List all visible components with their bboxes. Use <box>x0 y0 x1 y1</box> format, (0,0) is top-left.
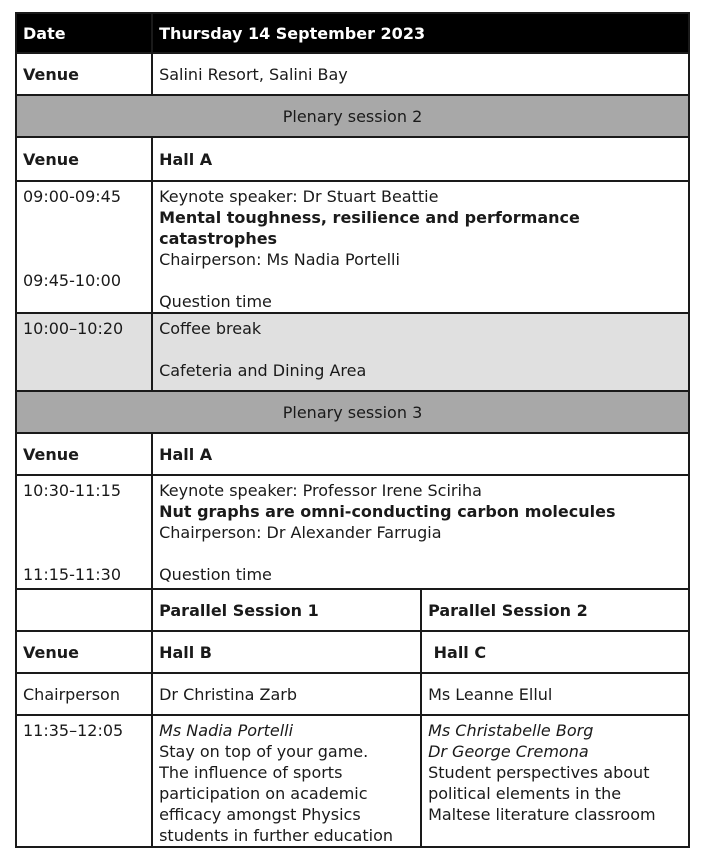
venue-value: Salini Resort, Salini Bay <box>152 53 689 95</box>
plenary2-title: Plenary session 2 <box>16 95 689 137</box>
parallel-talk1-line: Stay on top of your game. <box>159 742 369 761</box>
plenary2-venue-row <box>16 137 689 181</box>
plenary2-talk-row <box>16 181 689 313</box>
plenary3-hall: Hall A <box>152 433 689 475</box>
parallel-talk1-author: Ms Nadia Portelli <box>159 721 294 740</box>
plenary2-question: Question time <box>159 292 272 311</box>
parallel-talk2-line: Student perspectives about <box>428 763 650 782</box>
coffee-label: Coffee break <box>159 319 262 338</box>
plenary2-venue-label: Venue <box>16 137 152 181</box>
plenary3-talk-row <box>16 475 689 589</box>
plenary3-header <box>16 391 689 433</box>
parallel-talk1-line: students in further education <box>159 826 393 845</box>
schedule-table <box>15 12 690 848</box>
parallel-session2: Parallel Session 2 <box>421 589 689 631</box>
plenary2-keynote: Keynote speaker: Dr Stuart Beattie <box>159 187 439 206</box>
parallel-chair-label: Chairperson <box>16 673 152 715</box>
parallel-talk2-author1: Ms Christabelle Borg <box>428 721 594 740</box>
coffee-row <box>16 313 689 391</box>
plenary3-time1: 10:30-11:15 <box>23 481 121 500</box>
parallel-hall1: Hall B <box>152 631 421 673</box>
coffee-place: Cafeteria and Dining Area <box>159 361 367 380</box>
parallel-talk2-line: political elements in the <box>428 784 622 803</box>
plenary3-title: Plenary session 3 <box>16 391 689 433</box>
plenary3-question: Question time <box>159 565 272 584</box>
plenary3-chair: Chairperson: Dr Alexander Farrugia <box>159 523 442 542</box>
plenary2-time2: 09:45-10:00 <box>23 271 121 290</box>
parallel-time: 11:35–12:05 <box>16 715 152 847</box>
parallel-hall2: Hall C <box>421 631 689 673</box>
parallel-venue-label: Venue <box>16 631 152 673</box>
plenary2-hall: Hall A <box>152 137 689 181</box>
plenary2-time1: 09:00-09:45 <box>23 187 121 206</box>
parallel-chair1: Dr Christina Zarb <box>152 673 421 715</box>
parallel-chair2: Ms Leanne Ellul <box>421 673 689 715</box>
date-row <box>16 13 689 53</box>
parallel-chair-row <box>16 673 689 715</box>
date-value: Thursday 14 September 2023 <box>152 13 689 53</box>
date-label: Date <box>16 13 152 53</box>
parallel-talk-row <box>16 715 689 847</box>
plenary3-talk-title: Nut graphs are omni-conducting carbon molecules <box>159 502 616 521</box>
venue-row <box>16 53 689 95</box>
plenary2-chair: Chairperson: Ms Nadia Portelli <box>159 250 400 269</box>
parallel-talk1-line: efficacy amongst Physics <box>159 805 361 824</box>
parallel-talk1-line: The influence of sports <box>159 763 343 782</box>
parallel-talk2-author2: Dr George Cremona <box>428 742 589 761</box>
plenary3-venue-label: Venue <box>16 433 152 475</box>
parallel-venue-row <box>16 631 689 673</box>
plenary2-header <box>16 95 689 137</box>
parallel-talk2-line: Maltese literature classroom <box>428 805 656 824</box>
parallel-header-row <box>16 589 689 631</box>
parallel-talk1-line: participation on academic <box>159 784 368 803</box>
plenary2-talk-title: Mental toughness, resilience and performance catastrophes <box>159 208 580 248</box>
venue-label: Venue <box>16 53 152 95</box>
parallel-session1: Parallel Session 1 <box>152 589 421 631</box>
coffee-time: 10:00–10:20 <box>16 313 152 391</box>
plenary3-time2: 11:15-11:30 <box>23 565 121 584</box>
plenary3-venue-row <box>16 433 689 475</box>
plenary3-keynote: Keynote speaker: Professor Irene Sciriha <box>159 481 482 500</box>
